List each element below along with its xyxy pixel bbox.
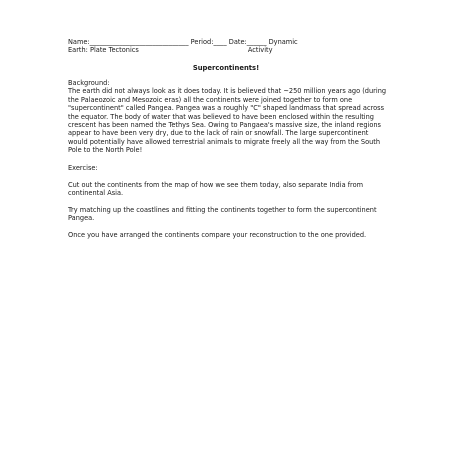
background-heading: Background: — [68, 79, 110, 87]
worksheet-body — [68, 79, 388, 247]
worksheet-header — [68, 38, 398, 55]
exercise-step-3: Once you have arranged the continents compare your reconstruction to the one provided. — [68, 230, 367, 239]
exercise-step-1: Cut out the continents from the map of how we see them today, also separate India from continental Asia. — [68, 181, 364, 198]
header-course-activity: Earth: Plate Tectonics Activity — [68, 46, 273, 55]
header-name-period-date: Name:______________________________ Period:____ Date:______ Dynamic — [68, 38, 298, 46]
page-title: Supercontinents! — [192, 64, 260, 72]
background-paragraph: The earth did not always look as it does today. It is believed that ~250 million years ago (during the Palaeozoic and Mesozoic eras) all the continents were joined together to form one "supercontinent" called Pangea. Pangea was a roughly "C" shaped landmass that spread across the equator. The body of water that was believed to have been enclosed within the resulting crescent has been named the Tethys Sea. Owing to Pangaea's massive size, the inland regions appear to have been very dry, due to the lack of rain or snowfall. The large supercontinent would potentially have allowed terrestrial animals to migrate freely all the way from the South Pole to the North Pole! — [68, 87, 387, 155]
exercise-step-2: Try matching up the coastlines and fitting the continents together to form the supercontinent Pangea. — [68, 205, 377, 223]
exercise-heading: Exercise: — [68, 163, 98, 172]
